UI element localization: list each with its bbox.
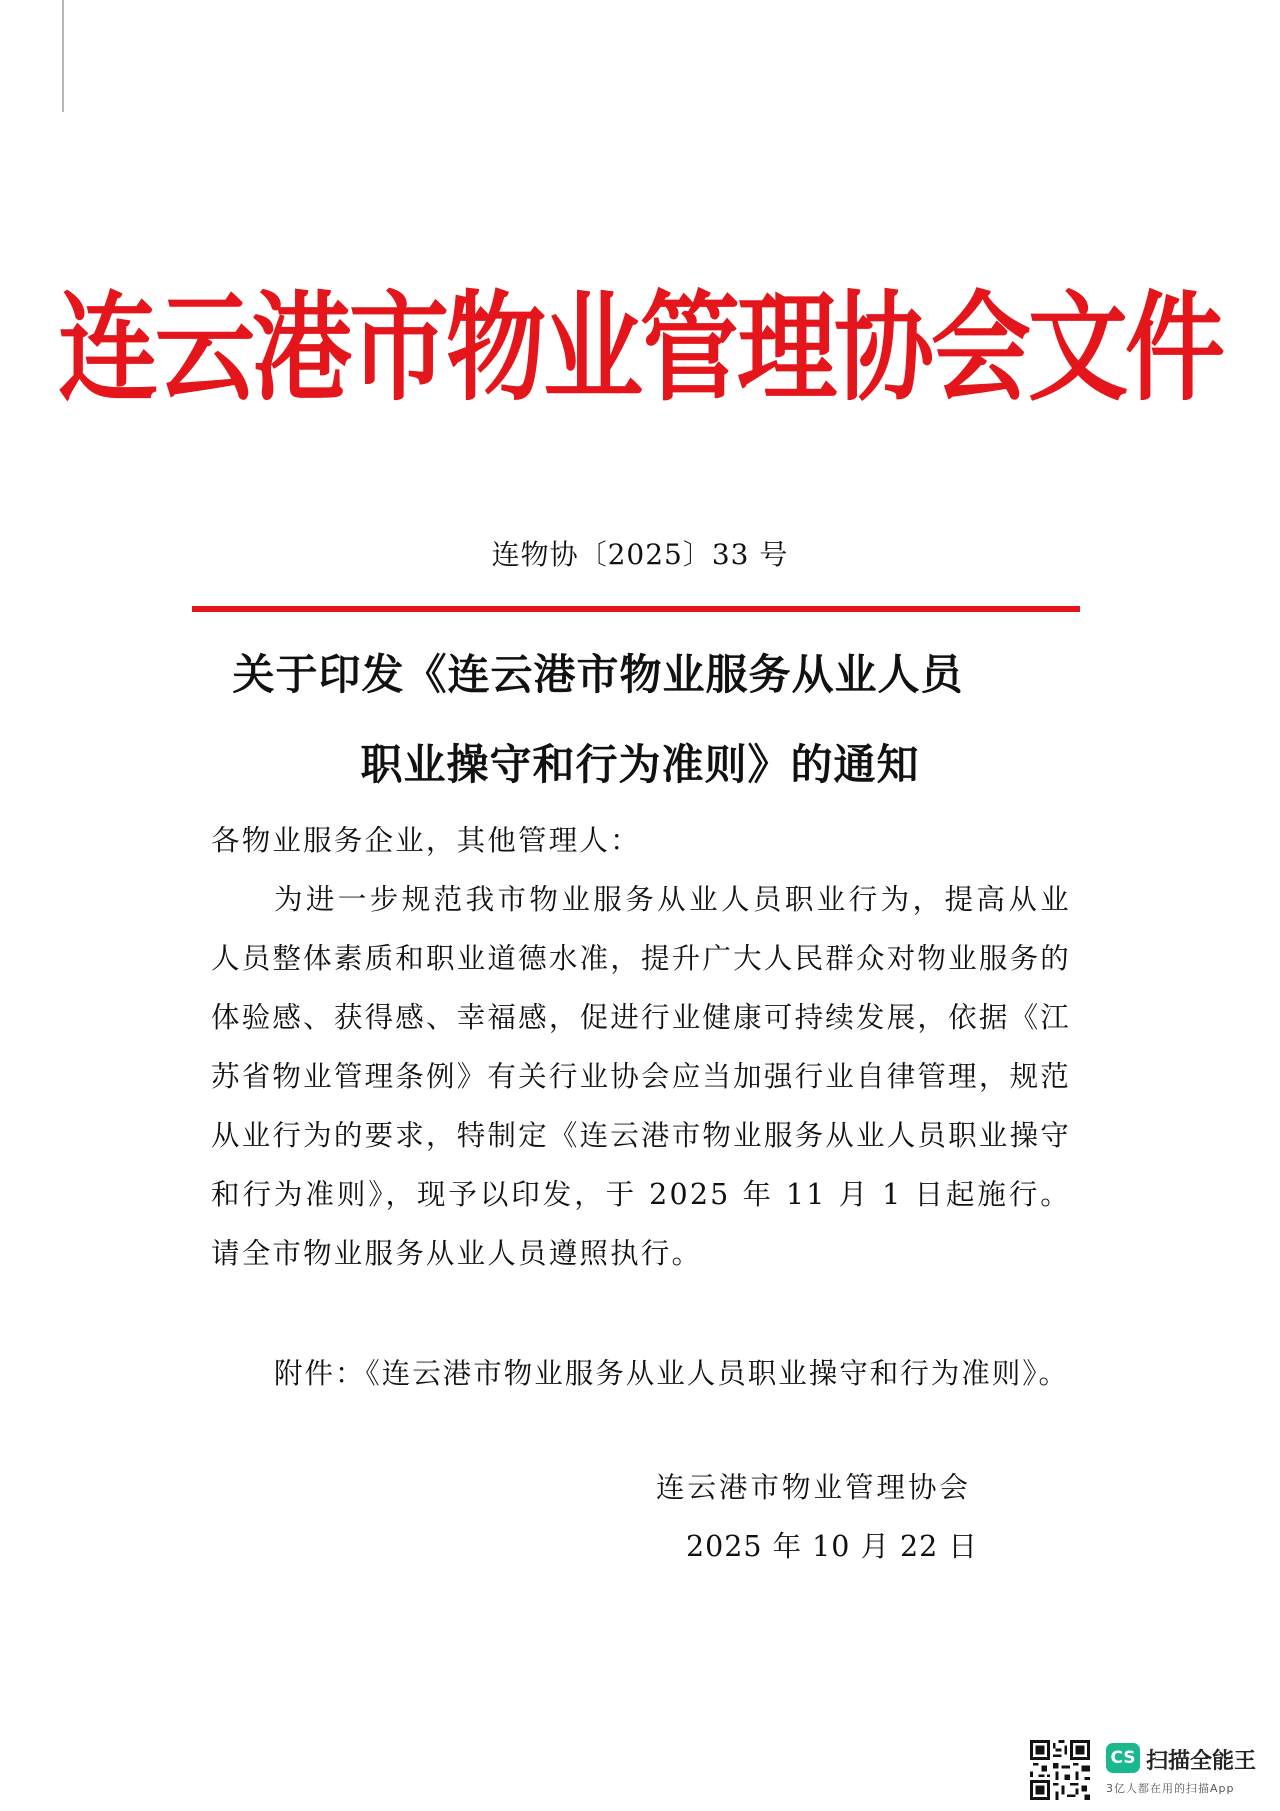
document-masthead: 连云港市物业管理协会文件 (58, 279, 1222, 418)
camscanner-logo-icon: CS (1106, 1743, 1140, 1773)
notice-title-line-2: 职业操守和行为准则》的通知 (360, 740, 920, 789)
notice-title-line-1: 关于印发《连云港市物业服务从业人员 (232, 650, 964, 699)
qr-code-icon (1030, 1740, 1090, 1800)
attachment-line: 附件：《连云港市物业服务从业人员职业操守和行为准则》。 (274, 1357, 1070, 1390)
scan-edge-line (62, 0, 64, 112)
signing-organization: 连云港市物业管理协会 (656, 1471, 972, 1504)
scanner-watermark (1030, 1740, 1270, 1800)
scanner-app-tagline: 3亿人都在用的扫描App (1106, 1782, 1235, 1795)
red-divider (192, 606, 1080, 612)
addressee: 各物业服务企业，其他管理人： (211, 824, 641, 857)
scanner-app-name: 扫描全能王 (1146, 1749, 1257, 1774)
body-paragraph: 为进一步规范我市物业服务从业人员职业行为，提高从业人员整体素质和职业道德水准，提升广大人民群众对物业服务的体验感、获得感、幸福感，促进行业健康可持续发展，依据《江苏省物业管理条例》有关行业协会应当加强行业自律管理，规范从业行为的要求，特制定《连云港市物业服务从业人员职业操守和行为准则》，现予以印发，于 2025 年 11 月 1 日起施行。请全市物业服务从业人员遵照执行。 (211, 883, 1071, 1270)
document-number: 连物协〔2025〕33 号 (491, 538, 789, 571)
signing-date: 2025 年 10 月 22 日 (686, 1530, 978, 1563)
